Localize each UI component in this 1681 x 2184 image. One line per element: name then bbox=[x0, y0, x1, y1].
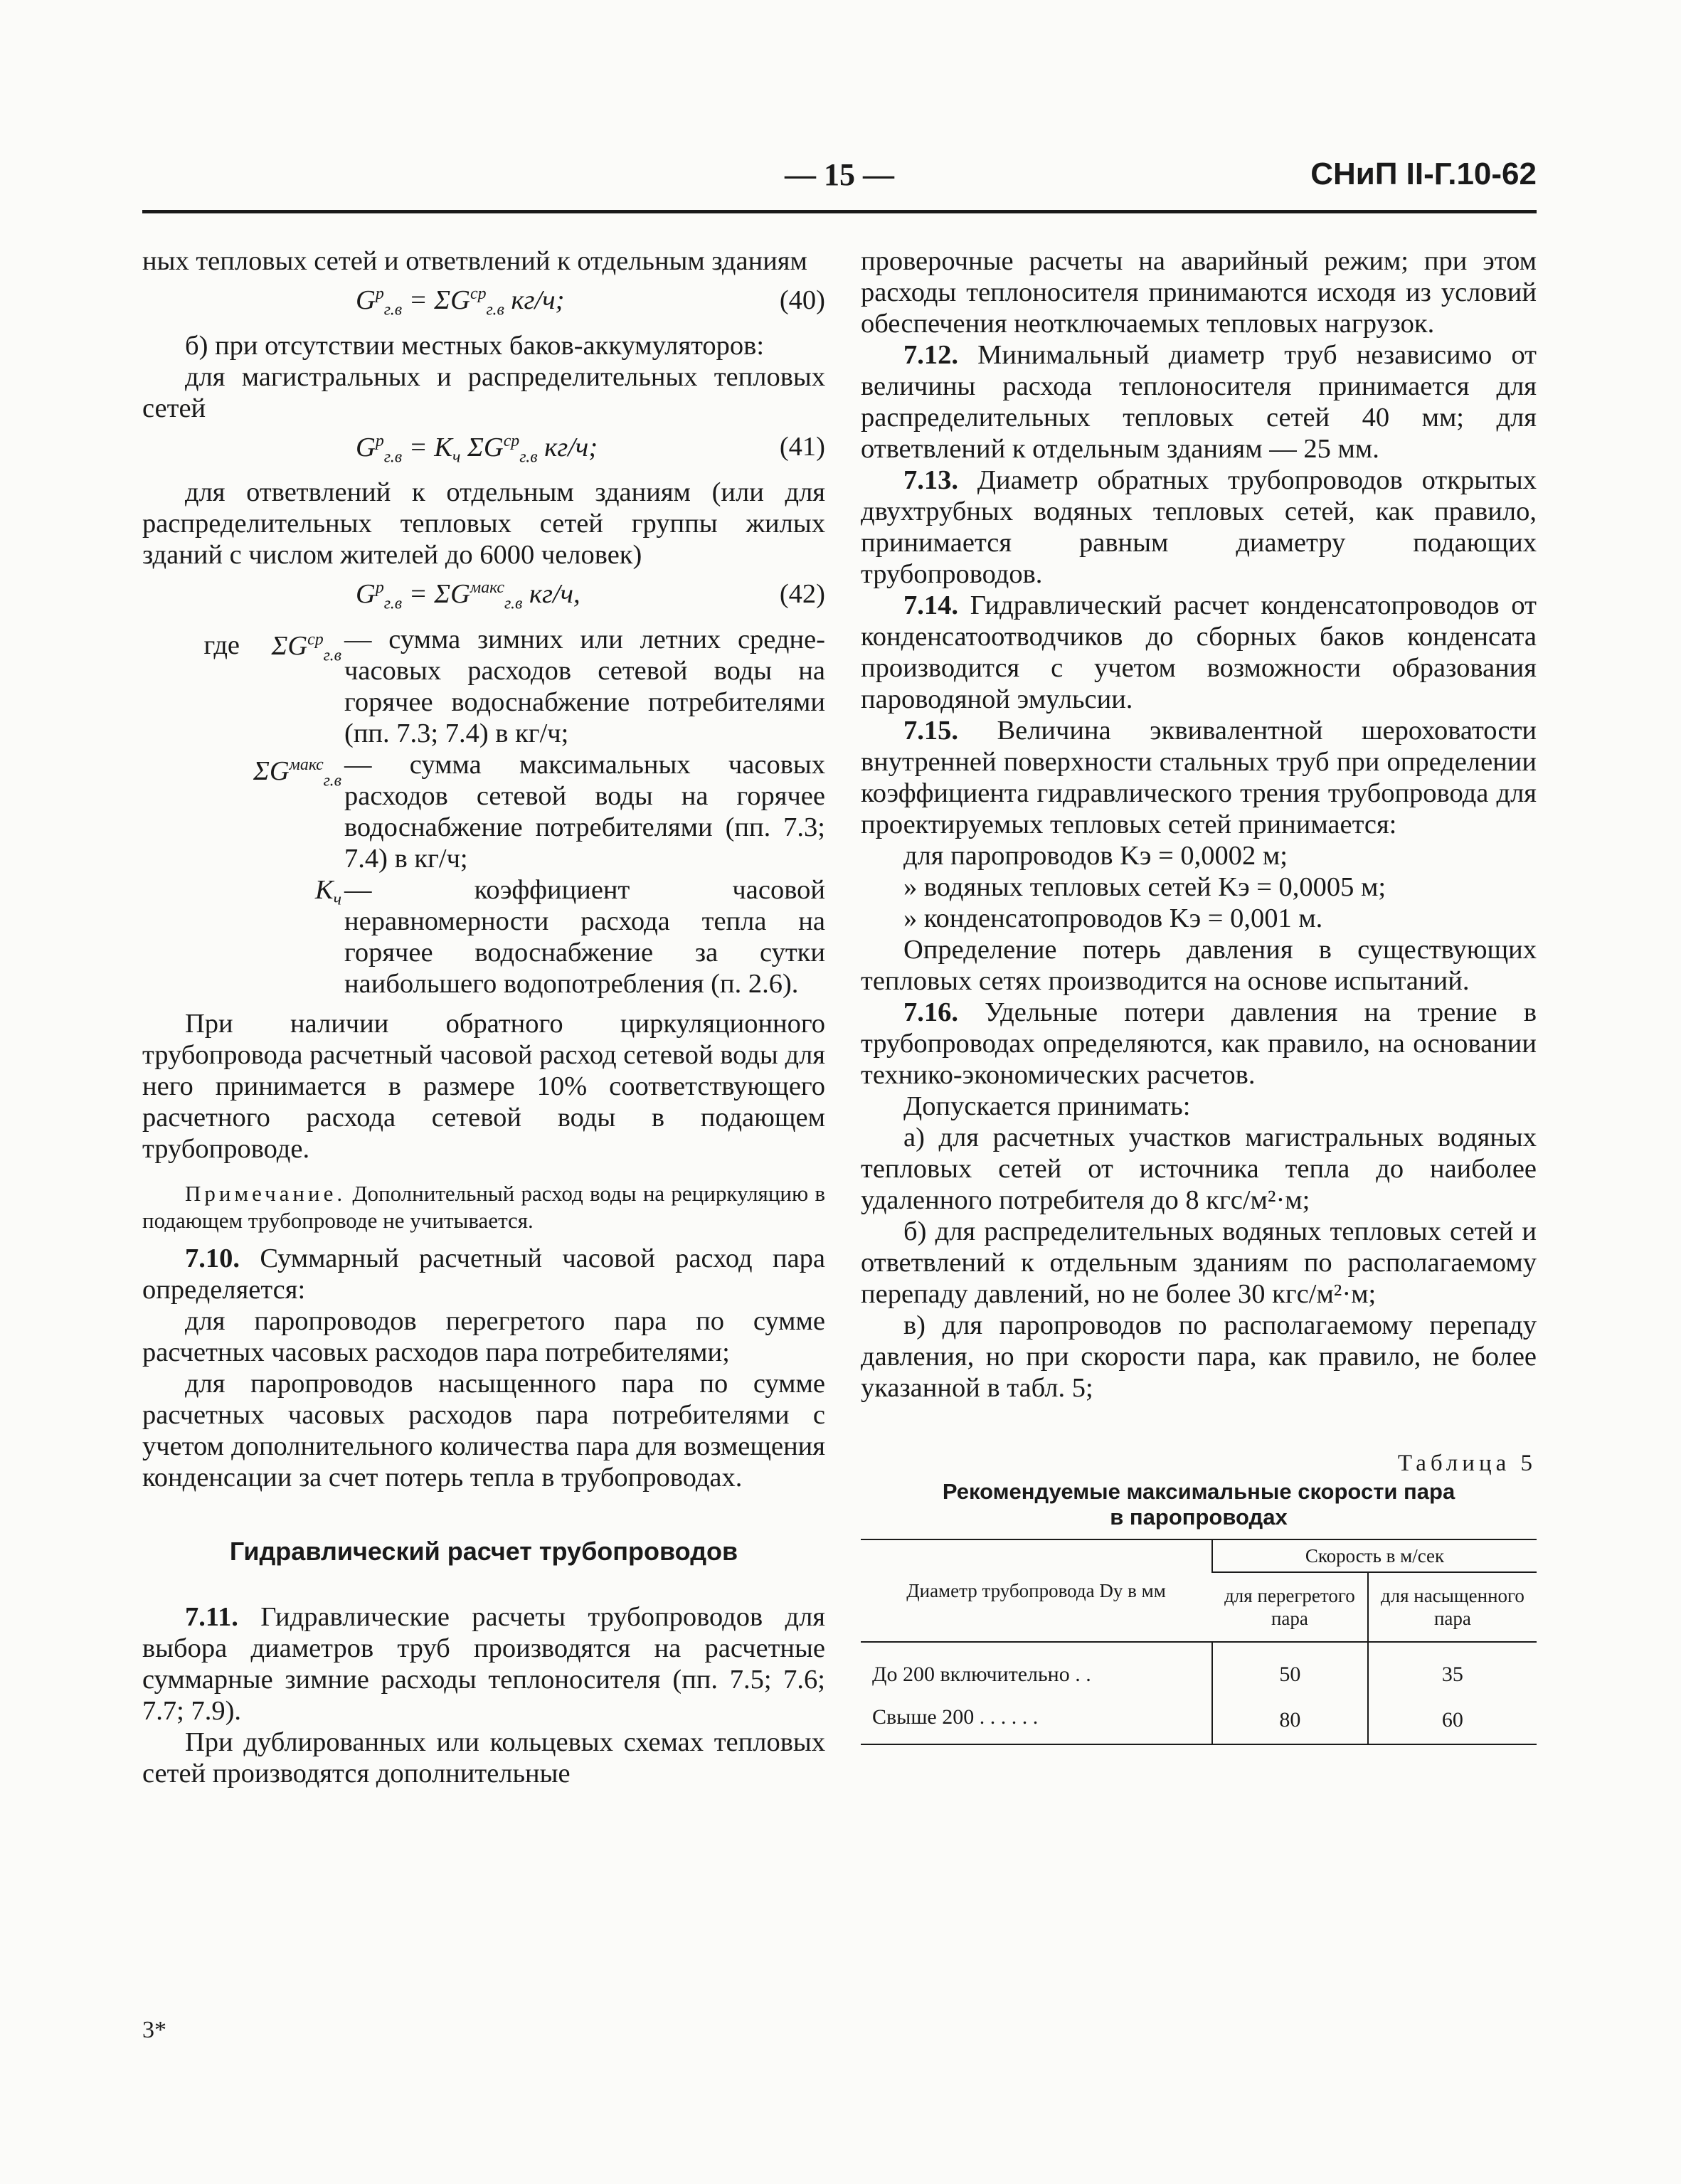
clause-7-13: 7.13. Диаметр обратных трубопроводов открытых двухтрубных водяных тепловых сетей, как правило, принимается равным диаметру подающих трубопроводов. bbox=[861, 465, 1537, 589]
legend-item bbox=[142, 874, 825, 1000]
document-code: СНиП II-Г.10-62 bbox=[1310, 157, 1537, 191]
paragraph: для паропроводов перегретого пара по сумме расчетных часовых расходов пара потребителями; bbox=[142, 1305, 825, 1367]
paragraph: проверочные расчеты на аварийный режим; при этом расходы теплоносителя принимаются исходя из условий обеспечения неотключаемых тепловых нагрузок. bbox=[861, 246, 1537, 339]
right-column bbox=[861, 245, 1537, 1745]
table-cell: Свыше 200 . . . . . . bbox=[861, 1697, 1212, 1744]
formula-40 bbox=[142, 278, 825, 326]
formula-41 bbox=[142, 425, 825, 473]
legend-text: — сумма максимальных часовых расходов сетевой воды на горячее водоснабжение потребителями (пп. 7.3; 7.4) в кг/ч; bbox=[344, 749, 825, 874]
formula-number: (40) bbox=[779, 285, 825, 315]
column-header-saturated: для насыщенного пара bbox=[1368, 1572, 1537, 1642]
legend-symbol: $\Sigma G^{макс}_{г.в}$ bbox=[253, 755, 341, 790]
roughness-item: » водяных тепловых сетей Kэ = 0,0005 м; bbox=[903, 872, 1386, 902]
column-header-diameter: Диаметр трубопровода Dу в мм bbox=[861, 1539, 1212, 1642]
table-cell: 50 bbox=[1212, 1642, 1368, 1697]
clause-7-10: 7.10. Суммарный расчетный часовой расход пара определяется: bbox=[142, 1243, 825, 1305]
column-header-superheated: для перегретого пара bbox=[1212, 1572, 1368, 1642]
table-row bbox=[861, 1642, 1537, 1697]
roughness-item: для паропроводов Kэ = 0,0002 м; bbox=[903, 841, 1288, 871]
legend-text: — коэффициент часовой неравномерности расхода тепла на горячее водоснабжение за сутки наибольшего водопотребления (п. 2.6). bbox=[344, 874, 825, 999]
formula-expression: $G^р_{г.в} = \Sigma G^{макс}_{г.в}$ кг/ч, bbox=[356, 578, 580, 613]
formula-expression: $G^р_{г.в} = K_ч$ $\Sigma G^{ср}_{г.в}$ кг/ч; bbox=[356, 431, 598, 467]
formula-number: (42) bbox=[779, 578, 825, 609]
paragraph: б) при отсутствии местных баков-аккумуляторов: bbox=[185, 330, 765, 361]
paragraph: для магистральных и распределительных тепловых сетей bbox=[142, 361, 825, 423]
table-cell: 35 bbox=[1368, 1642, 1537, 1697]
page-number: — 15 — bbox=[785, 157, 894, 192]
table-caption: Таблица 5 bbox=[1397, 1451, 1537, 1476]
legend-symbol: $K_ч$ bbox=[314, 874, 341, 909]
table-cell: 60 bbox=[1368, 1697, 1537, 1744]
paragraph: При наличии обратного циркуляционного трубопровода расчетный часовой расход сетевой воды для него принимается в размере 10% соответствующего расчетного расхода сетевой воды в подающем трубопроводе. bbox=[142, 1008, 825, 1164]
table-cell: До 200 включительно . . bbox=[872, 1663, 1091, 1686]
clause-7-14: 7.14. Гидравлический расчет конденсатопроводов от конденсатоотводчиков до сборных баков конденсата производится с учетом возможности образования пароводяной эмульсии. bbox=[861, 590, 1537, 714]
note: Примечание. Дополнительный расход воды на рециркуляцию в подающем трубопроводе не учитывается. bbox=[142, 1180, 826, 1233]
paragraph: При дублированных или кольцевых схемах тепловых сетей производятся дополнительные bbox=[142, 1727, 825, 1788]
clause-7-15: 7.15. Величина эквивалентной шероховатости внутренней поверхности стальных труб при определении коэффициента гидравлического трения трубопровода для проектируемых тепловых сетей принимается: bbox=[861, 716, 1537, 839]
formula-42 bbox=[142, 572, 825, 620]
clause-7-12: 7.12. Минимальный диаметр труб независимо от величины расхода теплоносителя принимается для распределительных тепловых сетей 40 мм; для ответвлений к отдельным зданиям — 25 мм. bbox=[861, 340, 1537, 464]
speed-table bbox=[861, 1539, 1537, 1745]
paragraph: для паропроводов насыщенного пара по сумме расчетных часовых расходов пара потребителями с учетом дополнительного количества пара для возмещения конденсации за счет потерь тепла в трубопроводах. bbox=[142, 1368, 825, 1493]
table-cell: 80 bbox=[1212, 1697, 1368, 1744]
clause-7-16: 7.16. Удельные потери давления на трение в трубопроводах определяются, как правило, на основании технико-экономических расчетов. bbox=[861, 997, 1537, 1090]
list-item: а) для расчетных участков магистральных водяных тепловых сетей от источника тепла до наиболее удаленного потребителя до 8 кгс/м²·м; bbox=[861, 1123, 1537, 1215]
legend-text: — сумма зимних или летних среднечасовых расходов сетевой воды на горячее водоснабжение потребителями (пп. 7.3; 7.4) в кг/ч; bbox=[344, 624, 825, 748]
list-item: в) для паропроводов по располагаемому перепаду давления, но при скорости пара, как правило, не более указанной в табл. 5; bbox=[861, 1310, 1537, 1403]
legend-item bbox=[142, 749, 825, 874]
signature-mark: 3* bbox=[142, 2017, 166, 2043]
clause-7-11: 7.11. Гидравлические расчеты трубопроводов для выбора диаметров труб производятся на расчетные суммарные зимние расходы теплоносителя (пп. 7.5; 7.6; 7.7; 7.9). bbox=[142, 1601, 825, 1726]
left-column bbox=[142, 245, 825, 1789]
header-rule bbox=[142, 210, 1537, 213]
page-header bbox=[142, 157, 1537, 206]
list-item: б) для распределительных водяных тепловых сетей и ответвлений к отдельным зданиям по располагаемому перепаду давлений, но не более 30 кгс/м²·м; bbox=[861, 1216, 1537, 1309]
paragraph: Определение потерь давления в существующих тепловых сетях производится на основе испытаний. bbox=[861, 935, 1537, 996]
section-heading: Гидравлический расчет трубопроводов bbox=[229, 1536, 738, 1566]
column-header-speed: Скорость в м/сек bbox=[1212, 1539, 1537, 1572]
paragraph: Допускается принимать: bbox=[903, 1091, 1191, 1121]
legend-item bbox=[142, 624, 825, 749]
legend-symbol: где $\Sigma G^{ср}_{г.в}$ bbox=[203, 630, 341, 665]
paragraph: ных тепловых сетей и ответвлений к отдельным зданиям bbox=[142, 246, 807, 276]
table-row bbox=[861, 1697, 1537, 1744]
roughness-item: » конденсатопроводов Kэ = 0,001 м. bbox=[903, 903, 1323, 933]
paragraph: для ответвлений к отдельным зданиям (или для распределительных тепловых сетей группы жилых зданий с числом жителей до 6000 человек) bbox=[142, 477, 825, 571]
table-subtitle: в паропроводах bbox=[1110, 1505, 1288, 1530]
table-title: Рекомендуемые максимальные скорости пара bbox=[942, 1479, 1455, 1504]
formula-expression: $G^р_{г.в} = \Sigma G^{ср}_{г.в}$ кг/ч; bbox=[356, 285, 565, 319]
formula-number: (41) bbox=[779, 432, 825, 462]
